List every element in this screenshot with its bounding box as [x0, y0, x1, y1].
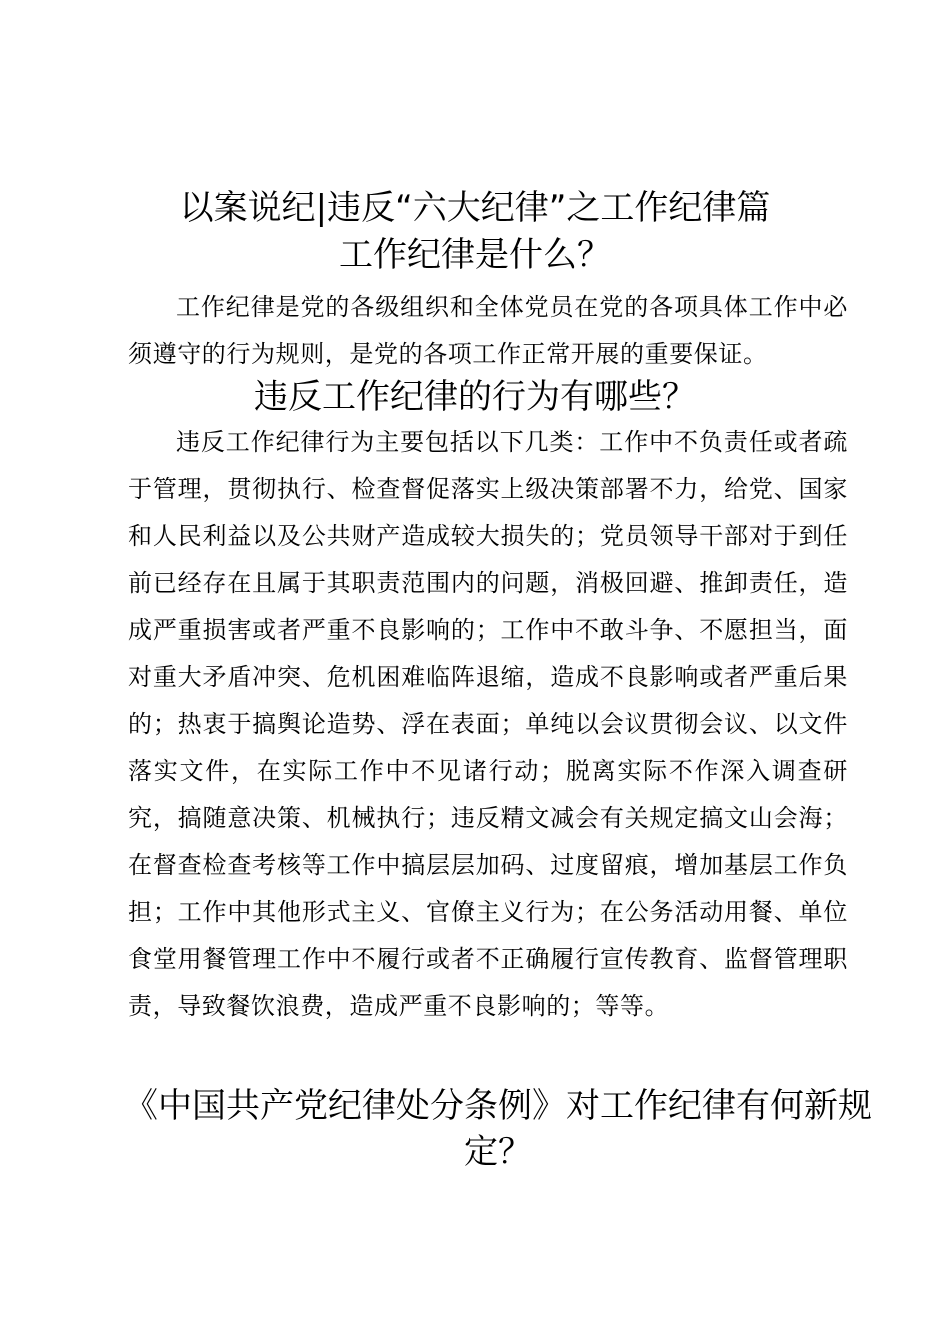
section-heading-violations: 违反工作纪律的行为有哪些？ [254, 377, 696, 417]
document-title-line1: 以案说纪|违反“六大纪律”之工作纪律篇 [179, 188, 771, 228]
paragraph-violations: 违反工作纪律行为主要包括以下几类：工作中不负责任或者疏于管理，贯彻执行、检查督促落实上级决策部署不力，给党、国家和人民利益以及公共财产造成较大损失的；党员领导干部对于到任前已经存在且属于其职责范围内的问题，消极回避、推卸责任，造成严重损害或者严重不良影响的；工作中不敢斗争、不愿担当，面对重大矛盾冲突、危机困难临阵退缩，造成不良影响或者严重后果的；热衷于搞舆论造势、浮在表面；单纯以会议贯彻会议、以文件落实文件，在实际工作中不见诸行动；脱离实际不作深入调查研究，搞随意决策、机械执行；违反精文减会有关规定搞文山会海；在督查检查考核等工作中搞层层加码、过度留痕，增加基层工作负担；工作中其他形式主义、官僚主义行为；在公务活动用餐、单位食堂用餐管理工作中不履行或者不正确履行宣传教育、监督管理职责，导致餐饮浪费，造成严重不良影响的；等等。 [128, 428, 848, 1020]
document-title-line2: 工作纪律是什么？ [339, 235, 611, 275]
paragraph-definition: 工作纪律是党的各级组织和全体党员在党的各项具体工作中必须遵守的行为规则，是党的各项工作正常开展的重要保证。 [128, 293, 848, 368]
section-heading-new-rules: 《中国共产党纪律处分条例》对工作纪律有何新规定？ [124, 1086, 872, 1172]
